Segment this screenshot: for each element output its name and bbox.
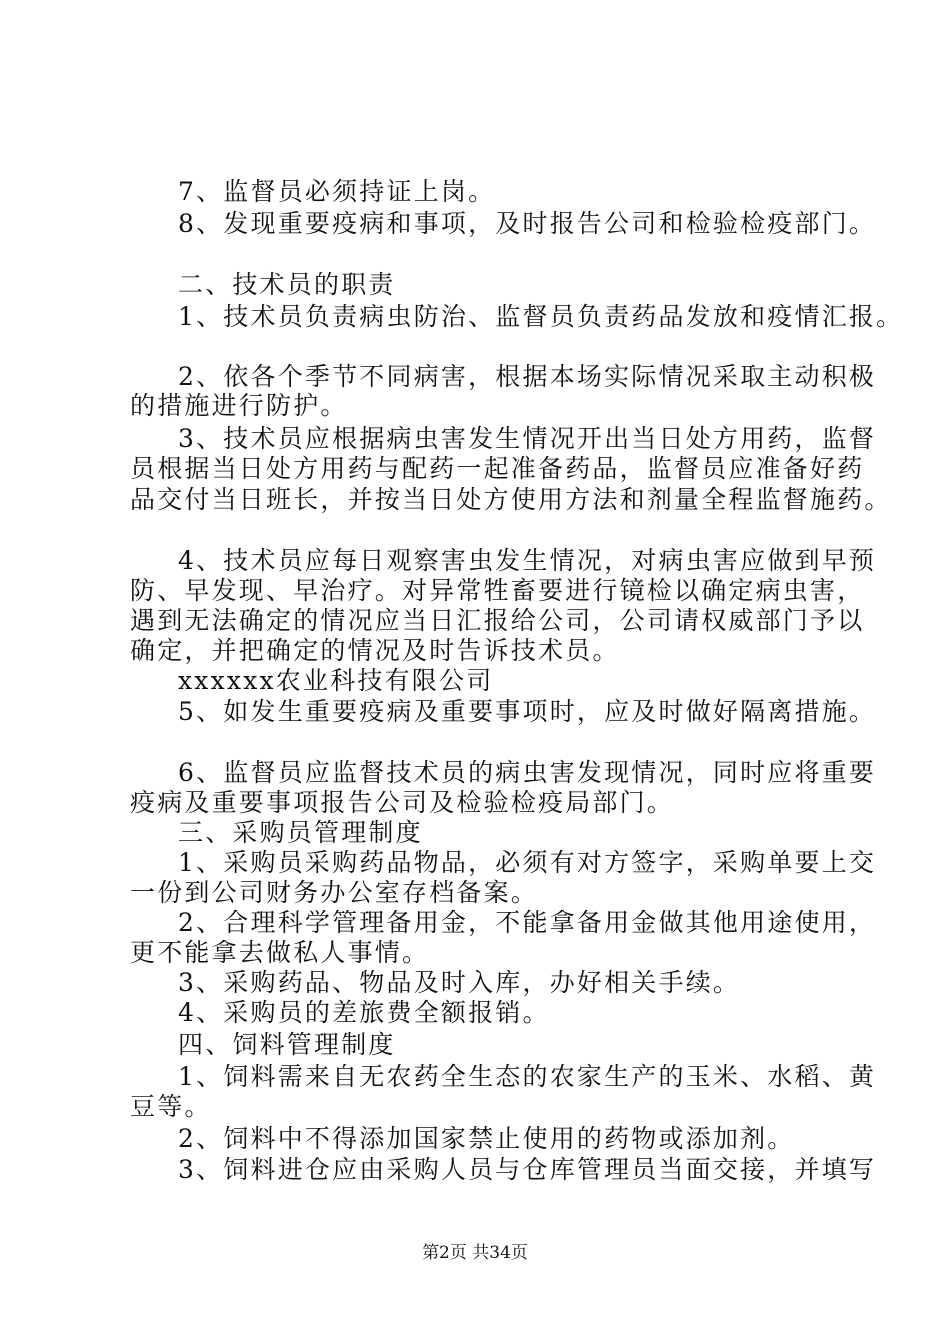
paragraph-line: 3、饲料进仓应由采购人员与仓库管理员当面交接，并填写 [178,1155,877,1184]
paragraph-line: 1、技术员负责病虫防治、监督员负责药品发放和疫情汇报。 [178,302,904,331]
paragraph-line: 防、早发现、早治疗。对异常牲畜要进行镜检以确定病虫害， [130,576,865,605]
paragraph-line: 4、技术员应每日观察害虫发生情况，对病虫害应做到早预 [178,546,877,575]
paragraph-line: 遇到无法确定的情况应当日汇报给公司，公司请权威部门予以 [130,606,865,635]
paragraph-line: 的措施进行防护。 [130,391,348,420]
page-number-footer: 第2页 共34页 [422,1243,528,1263]
paragraph-line: 6、监督员应监督技术员的病虫害发现情况，同时应将重要 [178,758,877,787]
paragraph-line: 1、饲料需来自无农药全生态的农家生产的玉米、水稻、黄 [178,1062,877,1091]
paragraph-line: 3、技术员应根据病虫害发生情况开出当日处方用药，监督 [178,424,877,453]
paragraph-line: 确定，并把确定的情况及时告诉技术员。 [130,636,620,665]
paragraph-line: 一份到公司财务办公室存档备案。 [130,878,539,907]
paragraph-line: 3、采购药品、物品及时入库，办好相关手续。 [178,968,741,997]
paragraph-line: 品交付当日班长，并按当日处方使用方法和剂量全程监督施药。 [130,485,892,514]
company-name: xxxxxx农业科技有限公司 [178,666,494,695]
paragraph-line: 员根据当日处方用药与配药一起准备药品，监督员应准备好药 [130,454,865,483]
section-heading: 四、饲料管理制度 [178,1030,396,1059]
section-heading: 三、采购员管理制度 [178,818,423,847]
paragraph-line: 2、合理科学管理备用金，不能拿备用金做其他用途使用， [178,908,877,937]
paragraph-line: 1、采购员采购药品物品，必须有对方签字，采购单要上交 [178,848,877,877]
paragraph-line: 疫病及重要事项报告公司及检验检疫局部门。 [130,788,675,817]
paragraph-line: 更不能拿去做私人事情。 [130,938,430,967]
paragraph-line: 2、依各个季节不同病害，根据本场实际情况采取主动积极 [178,362,877,391]
paragraph-line: 4、采购员的差旅费全额报销。 [178,998,550,1027]
paragraph-line: 5、如发生重要疫病及重要事项时，应及时做好隔离措施。 [178,697,877,726]
paragraph-line: 豆等。 [130,1092,212,1121]
paragraph-line: 2、饲料中不得添加国家禁止使用的药物或添加剂。 [178,1124,795,1153]
paragraph-line: 8、发现重要疫病和事项，及时报告公司和检验检疫部门。 [178,209,877,238]
paragraph-line: 7、监督员必须持证上岗。 [178,177,496,206]
section-heading: 二、技术员的职责 [178,270,396,299]
